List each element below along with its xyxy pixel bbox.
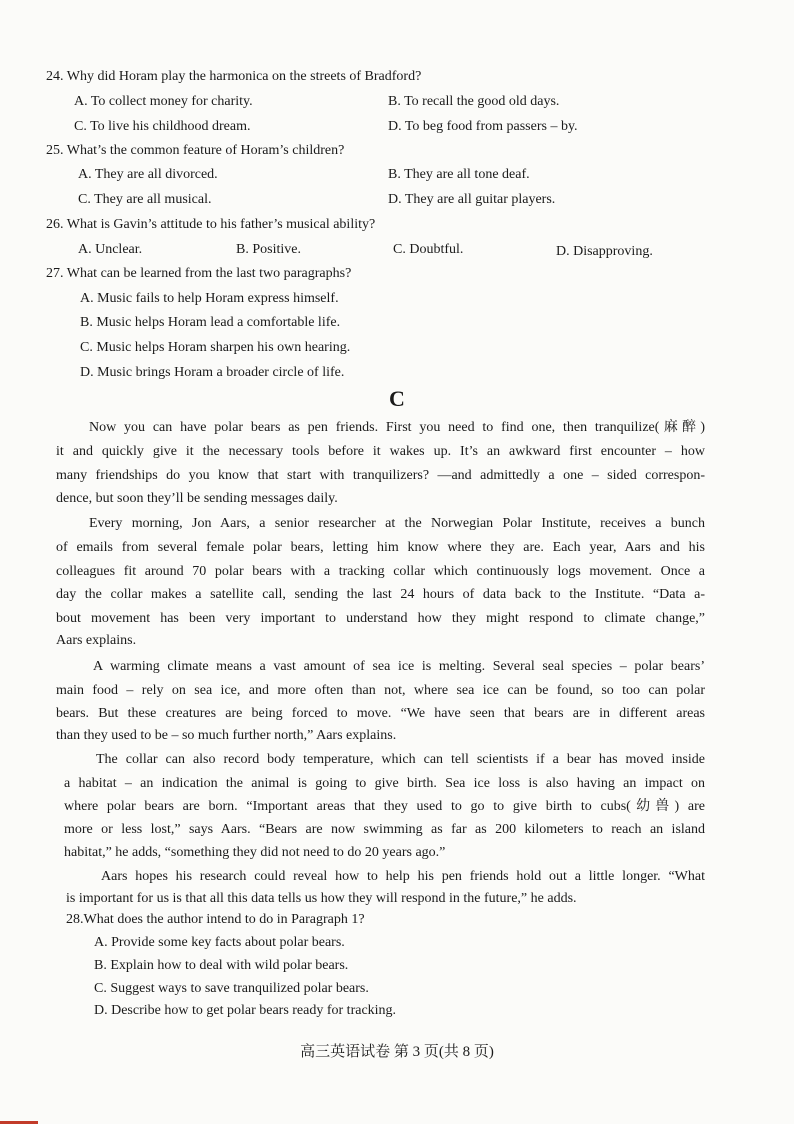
question-28-option-c: C. Suggest ways to save tranquilized polar bears. <box>94 981 369 996</box>
passage-line: than they used to be – so much further north,” Aars explains. <box>56 728 397 743</box>
passage-line: dence, but soon they’ll be sending messages daily. <box>56 491 338 506</box>
passage-line: is important for us is that all this data tells us how they will respond in the future,” he adds. <box>66 891 577 906</box>
question-27-stem: 27. What can be learned from the last two paragraphs? <box>46 266 352 281</box>
section-heading: C <box>389 386 405 411</box>
question-25-option-a: A. They are all divorced. <box>78 167 218 182</box>
passage-line: many friendships do you know that start with tranquilizers? —and admittedly a one – sided correspon- <box>56 468 705 483</box>
question-26-option-a: A. Unclear. <box>78 242 143 257</box>
passage-line: more or less lost,” says Aars. “Bears are now swimming as far as 200 kilometers to reach an island <box>64 822 705 837</box>
passage-line: Every morning, Jon Aars, a senior researcher at the Norwegian Polar Institute, receives a bunch <box>89 516 705 531</box>
passage-line: Aars explains. <box>56 633 137 648</box>
question-26-option-c: C. Doubtful. <box>393 242 464 257</box>
passage-line: main food – rely on sea ice, and more often than not, where sea ice can be found, so too can polar <box>56 683 705 698</box>
question-27-option-a: A. Music fails to help Horam express himself. <box>80 291 339 306</box>
question-26-stem: 26. What is Gavin’s attitude to his father’s musical ability? <box>46 217 376 232</box>
question-26-option-d: D. Disapproving. <box>556 244 653 259</box>
passage-line: A warming climate means a vast amount of sea ice is melting. Several seal species – polar bears’ <box>93 659 705 674</box>
passage-line: Aars hopes his research could reveal how to help his pen friends hold out a little longer. “What <box>101 869 705 884</box>
question-27-option-c: C. Music helps Horam sharpen his own hearing. <box>80 340 351 355</box>
passage-line: a habitat – an indication the animal is going to give birth. Sea ice loss is also having an impact on <box>64 776 705 791</box>
question-26-option-b: B. Positive. <box>236 242 301 257</box>
question-24-option-d: D. To beg food from passers – by. <box>388 119 578 134</box>
passage-line: day the collar makes a satellite call, sending the last 24 hours of data back to the Institute. “Data a- <box>56 587 705 602</box>
question-27-option-d: D. Music brings Horam a broader circle of life. <box>80 365 345 380</box>
question-24-option-c: C. To live his childhood dream. <box>74 119 251 134</box>
passage-line: bears. But these creatures are being forced to move. “We have seen that bears are in different areas <box>56 706 705 721</box>
question-25-stem: 25. What’s the common feature of Horam’s children? <box>46 143 345 158</box>
question-28-stem: 28.What does the author intend to do in Paragraph 1? <box>66 912 365 927</box>
page-footer: 高三英语试卷 第 3 页(共 8 页) <box>300 1044 494 1060</box>
question-24-option-a: A. To collect money for charity. <box>74 94 253 109</box>
passage-line: it and quickly give it the necessary tools before it wakes up. It’s an awkward first encounter – how <box>56 444 705 459</box>
question-25-option-c: C. They are all musical. <box>78 192 212 207</box>
question-28-option-b: B. Explain how to deal with wild polar bears. <box>94 958 349 973</box>
passage-line: Now you can have polar bears as pen friends. First you need to find one, then tranquilize(麻醉) <box>89 420 705 435</box>
passage-line: The collar can also record body temperature, which can tell scientists if a bear has moved inside <box>96 752 705 767</box>
passage-line: habitat,” he adds, “something they did not need to do 20 years ago.” <box>64 845 446 860</box>
passage-line: bout movement has been very important to understand how they might respond to climate change,” <box>56 611 705 626</box>
question-24-stem: 24. Why did Horam play the harmonica on the streets of Bradford? <box>46 69 422 84</box>
question-25-option-d: D. They are all guitar players. <box>388 192 556 207</box>
question-24-option-b: B. To recall the good old days. <box>388 94 560 109</box>
passage-line: of emails from several female polar bears, letting him know where they are. Each year, Aars and his <box>56 540 705 555</box>
question-27-option-b: B. Music helps Horam lead a comfortable life. <box>80 315 341 330</box>
question-28-option-d: D. Describe how to get polar bears ready for tracking. <box>94 1003 397 1018</box>
passage-line: colleagues fit around 70 polar bears with a tracking collar which continuously logs movement. Once a <box>56 564 705 579</box>
question-25-option-b: B. They are all tone deaf. <box>388 167 530 182</box>
passage-line: where polar bears are born. “Important areas that they used to go to give birth to cubs(幼兽) are <box>64 799 705 814</box>
question-28-option-a: A. Provide some key facts about polar bears. <box>94 935 345 950</box>
